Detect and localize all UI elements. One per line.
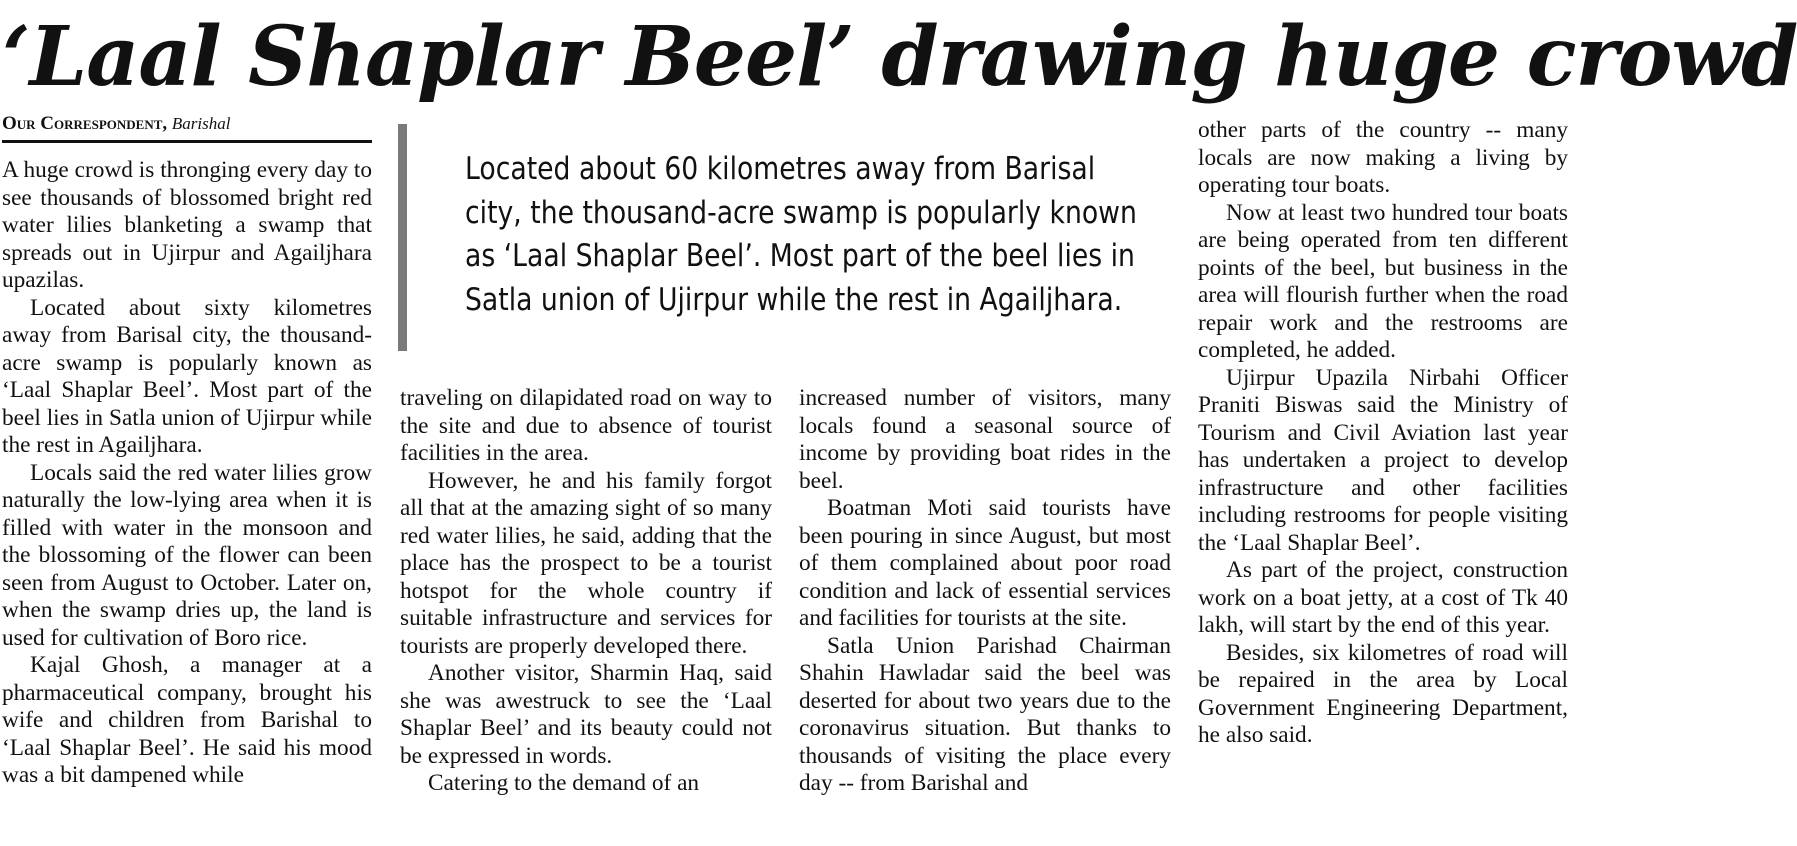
paragraph: Locals said the red water lilies grow naturally the low-lying area when it is filled with water in the monsoon and the blossoming of the flower can been seen from August to October. Later on, when the swamp dries up, the land is used for cultivation of Boro rice. [2,459,372,651]
paragraph: Ujirpur Upazila Nirbahi Officer Praniti Biswas said the Ministry of Tourism and Civil Aviation last year has undertaken a project to develop infrastructure and other facilities including restrooms for people visiting the ‘Laal Shaplar Beel’. [1198,364,1568,556]
paragraph: other parts of the country -- many locals are now making a living by operating tour boats. [1198,117,1568,198]
paragraph: Boatman Moti said tourists have been pouring in since August, but most of them complained about poor road condition and lack of essential services and facilities for tourists at the site. [799,495,1171,631]
paragraph: traveling on dilapidated road on way to the site and due to absence of tourist facilities in the area. [400,385,772,466]
article-column-4 [1198,117,1568,750]
byline-role: Our Correspondent, [2,113,168,134]
pull-quote-bar [398,124,407,351]
byline-location: Barishal [171,114,231,133]
paragraph: As part of the project, construction work on a boat jetty, at a cost of Tk 40 lakh, will start by the end of this year. [1198,557,1568,638]
paragraph: increased number of visitors, many locals found a seasonal source of income by providing boat rides in the beel. [799,385,1171,494]
paragraph: Another visitor, Sharmin Haq, said she was awestruck to see the ‘Laal Shaplar Beel’ and its beauty could not be expressed in words. [400,660,772,769]
article-column-3 [799,385,1171,798]
paragraph: Satla Union Parishad Chairman Shahin Hawladar said the beel was deserted for about two years due to the coronavirus situation. But thanks to thousands of visiting the place every day -- from Barishal and [799,632,1171,796]
article-column-2 [400,385,772,798]
paragraph: Now at least two hundred tour boats are being operated from ten different points of the beel, but business in the area will flourish further when the road repair work and the restrooms are completed, he added. [1198,199,1568,363]
paragraph: However, he and his family forgot all that at the amazing sight of so many red water lilies, he said, adding that the place has the prospect to be a tourist hotspot for the whole country if suitable infrastructure and services for tourists are properly developed there. [400,467,772,659]
byline [2,113,372,143]
headline: ‘Laal Shaplar Beel’ drawing huge crowd [2,9,1797,105]
paragraph: Kajal Ghosh, a manager at a pharmaceutical company, brought his wife and children from Barishal to ‘Laal Shaplar Beel’. He said his mood was a bit dampened while [2,652,372,788]
pull-quote: Located about 60 kilometres away from Barisal city, the thousand-acre swamp is popularly known as ‘Laal Shaplar Beel’. Most part of the beel lies in Satla union of Ujirpur while the rest in Agailjhara. [465,151,1137,318]
paragraph: Catering to the demand of an [428,770,700,796]
paragraph: Besides, six kilometres of road will be repaired in the area by Local Government Engineering Department, he also said. [1198,639,1568,748]
article-column-1 [2,157,372,790]
paragraph: Located about sixty kilometres away from Barisal city, the thousand-acre swamp is popularly known as ‘Laal Shaplar Beel’. Most part of the beel lies in Satla union of Ujirpur while the rest in Agailjhara. [2,294,372,458]
paragraph: A huge crowd is thronging every day to see thousands of blossomed bright red water lilies blanketing a swamp that spreads out in Ujirpur and Agailjhara upazilas. [2,157,372,293]
